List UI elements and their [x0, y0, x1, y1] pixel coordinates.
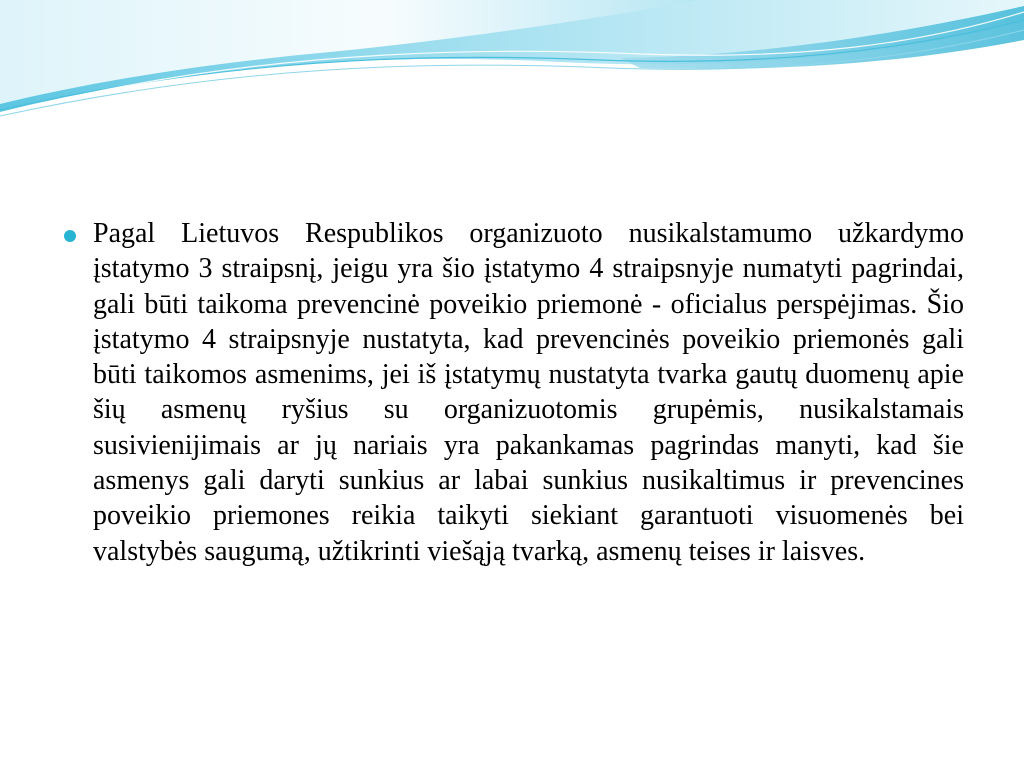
bullet-dot-icon [64, 230, 76, 242]
slide-content [64, 216, 964, 569]
bullet-item [64, 216, 964, 569]
header-wave-decoration [0, 0, 1024, 130]
bullet-text: Pagal Lietuvos Respublikos organizuoto nusikalstamumo užkardymo įstatymo 3 straipsnį, jeigu yra šio įstatymo 4 straipsnyje numatyti pagrindai, gali būti taikoma prevencinė poveikio priemonė - oficialus perspėjimas. Šio įstatymo 4 straipsnyje nustatyta, kad prevencinės poveikio priemonės gali būti taikomos asmenims, jei iš įstatymų nustatyta tvarka gautų duomenų apie šių asmenų ryšius su organizuotomis grupėmis, nusikalstamais susivienijimais ar jų nariais yra pakankamas pagrindas manyti, kad šie asmenys gali daryti sunkius ar labai sunkius nusikaltimus ir prevencines poveikio priemones reikia taikyti siekiant garantuoti visuomenės bei valstybės saugumą, užtikrinti viešąją tvarką, asmenų teises ir laisves. [93, 218, 964, 567]
